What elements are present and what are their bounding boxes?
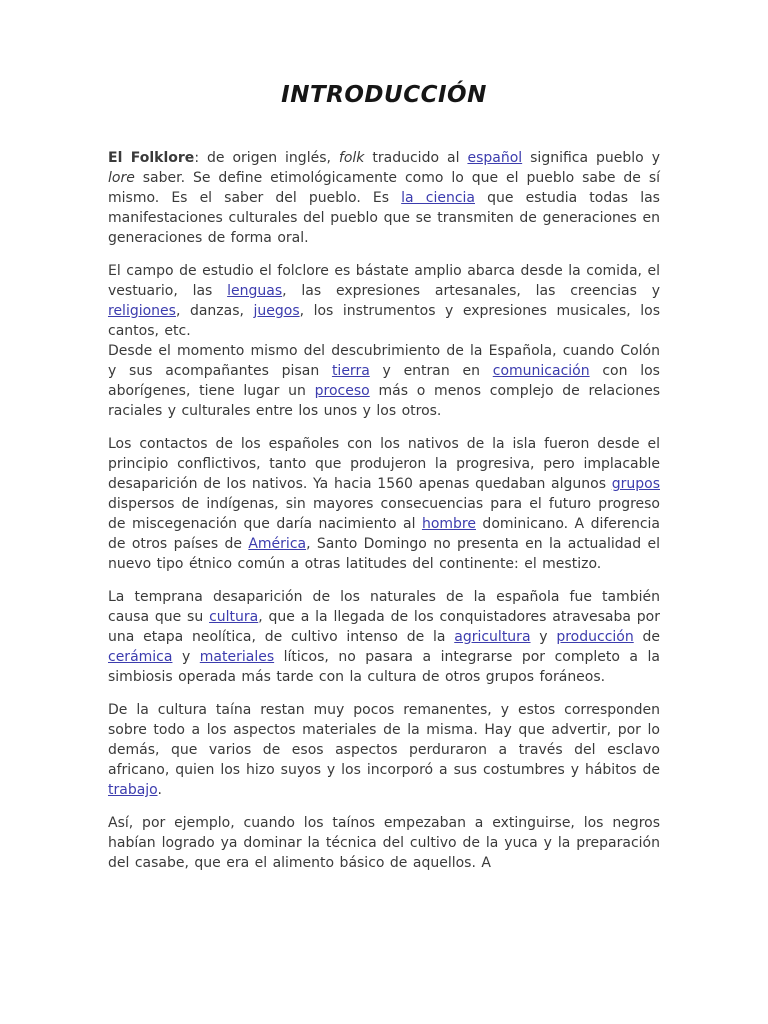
text-run: . (157, 782, 162, 798)
text-run: Los contactos de los españoles con los nativos de la isla fueron desde el principio conflictivos, tanto que produjeron la progresiva, pero implacable desaparición de los nativos. Ya hacia 1560 apenas quedaban algunos (108, 436, 660, 492)
hyperlink[interactable]: hombre (421, 516, 476, 532)
text-run: folk (338, 150, 365, 166)
document-content (108, 82, 660, 886)
hyperlink[interactable]: religiones (108, 303, 176, 319)
document-body (108, 148, 660, 873)
hyperlink[interactable]: América (248, 536, 307, 552)
paragraph (108, 700, 660, 800)
text-run: , las expresiones artesanales, las creencias y (282, 283, 660, 299)
text-run: Desde el momento mismo del descubrimiento de la Española, cuando Colón y sus acompañantes pisan (108, 343, 660, 379)
paragraph (108, 813, 660, 873)
hyperlink[interactable]: cultura (209, 609, 259, 625)
hyperlink[interactable]: juegos (253, 303, 300, 319)
text-run: significa pueblo y (522, 150, 661, 166)
hyperlink[interactable]: agricultura (454, 629, 531, 645)
text-run: saber. Se define etimológicamente como lo que el pueblo sabe de sí mismo. Es el saber del pueblo. Es (108, 170, 660, 206)
text-run: , los instrumentos y expresiones musicales, los cantos, etc. (108, 303, 660, 339)
text-run: y (530, 629, 557, 645)
hyperlink[interactable]: trabajo (108, 782, 158, 798)
text-run: traducido al (364, 150, 468, 166)
paragraph (108, 261, 660, 421)
paragraph (108, 434, 660, 574)
hyperlink[interactable]: grupos (611, 476, 660, 492)
text-run: El campo de estudio el folclore es bástate amplio abarca desde la comida, el vestuario, las (108, 263, 660, 299)
paragraph (108, 148, 660, 248)
text-run: El Folklore (108, 150, 195, 166)
hyperlink[interactable]: producción (556, 629, 634, 645)
hyperlink[interactable]: proceso (314, 383, 370, 399)
text-run: de (633, 629, 660, 645)
hyperlink[interactable]: español (467, 150, 523, 166)
paragraph (108, 587, 660, 687)
text-run: lore (108, 170, 135, 186)
hyperlink[interactable]: cerámica (108, 649, 173, 665)
text-run: que estudia todas las manifestaciones culturales del pueblo que se transmiten de generaciones en generaciones de forma oral. (108, 190, 660, 246)
text-run: , Santo Domingo no presenta en la actualidad el nuevo tipo étnico común a otras latitudes del continente: el mestizo. (108, 536, 660, 572)
text-run: dispersos de indígenas, sin mayores consecuencias para el futuro progreso de miscegenación que daría nacimiento al (108, 496, 660, 532)
text-run: , danzas, (175, 303, 254, 319)
hyperlink[interactable]: materiales (199, 649, 275, 665)
text-run: líticos, no pasara a integrarse por completo a la simbiosis operada más tarde con la cultura de otros grupos foráneos. (108, 649, 660, 685)
text-run: La temprana desaparición de los naturales de la española fue también causa que su (108, 589, 660, 625)
hyperlink[interactable]: lenguas (227, 283, 283, 299)
hyperlink[interactable]: tierra (331, 363, 370, 379)
hyperlink[interactable]: comunicación (492, 363, 590, 379)
hyperlink[interactable]: la ciencia (401, 190, 475, 206)
text-run: con los aborígenes, tiene lugar un (108, 363, 660, 399)
text-run: De la cultura taína restan muy pocos remanentes, y estos corresponden sobre todo a los aspectos materiales de la misma. Hay que advertir, por lo demás, que varios de esos aspectos perduraron a través del esclavo africano, quien los hizo suyos y los incorporó a sus costumbres y hábitos de (108, 702, 660, 778)
text-run: dominicano. A diferencia de otros países de (108, 516, 660, 552)
text-run: , que a la llegada de los conquistadores atravesaba por una etapa neolítica, de cultivo intenso de la (108, 609, 660, 645)
text-run: más o menos complejo de relaciones raciales y culturales entre los unos y los otros. (108, 383, 661, 419)
text-run: y entran en (369, 363, 493, 379)
text-run: y (172, 649, 200, 665)
page-title: INTRODUCCIÓN (281, 82, 487, 108)
text-run: : de origen inglés, (194, 150, 339, 166)
text-run: Así, por ejemplo, cuando los taínos empezaban a extinguirse, los negros habían logrado ya dominar la técnica del cultivo de la yuca y la preparación del casabe, que era el alimento básico de aquellos. A (108, 815, 660, 871)
